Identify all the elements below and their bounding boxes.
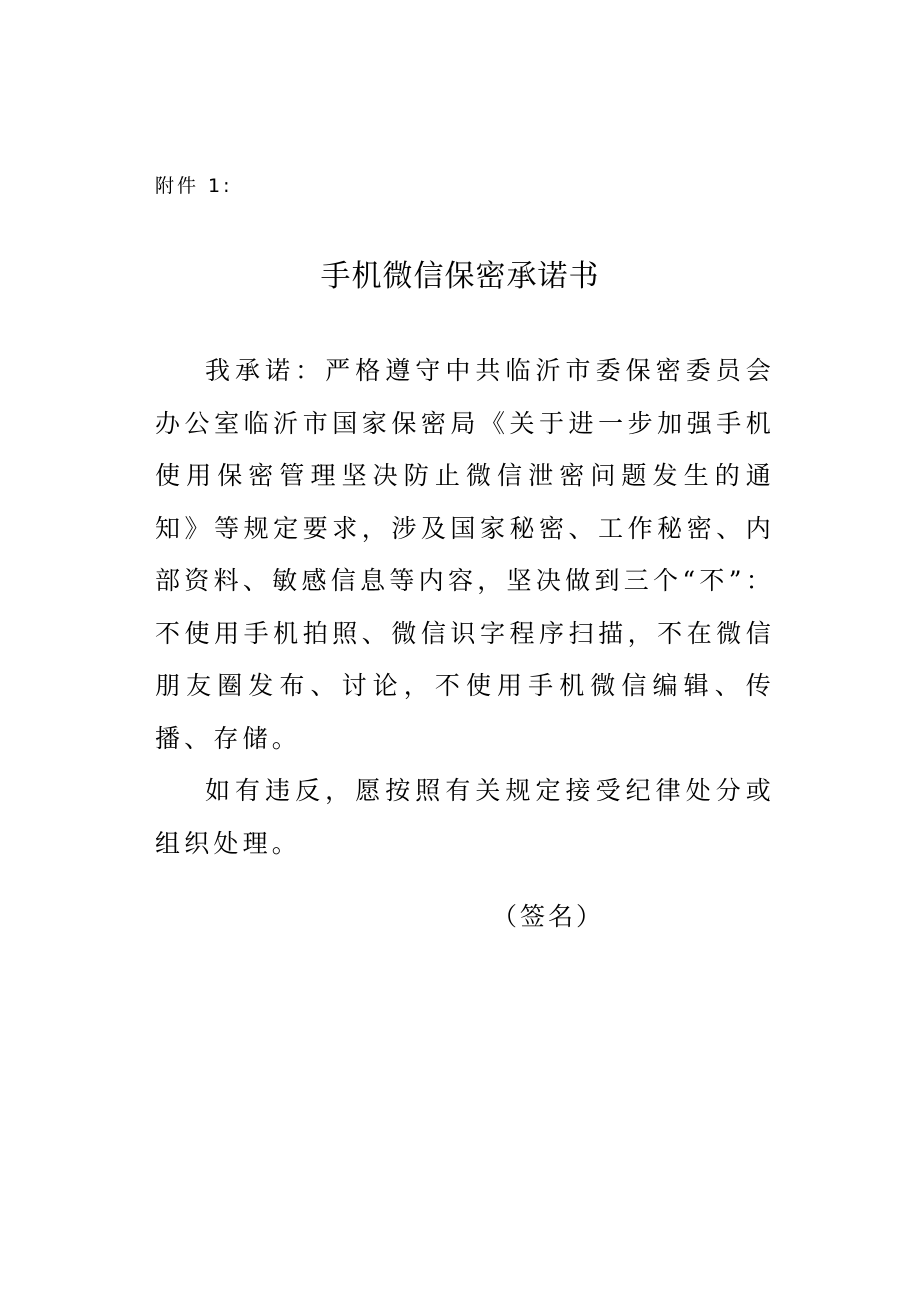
- commitment-paragraph: 我承诺：严格遵守中共临沂市委保密委员会办公室临沂市国家保密局《关于进一步加强手机使用保密管理坚决防止微信泄密问题发生的通知》等规定要求，涉及国家秘密、工作秘密、内部资料、敏感信息等内容，坚决做到三个“不”：不使用手机拍照、微信识字程序扫描，不在微信朋友圈发布、讨论，不使用手机微信编辑、传播、存储。: [155, 356, 775, 753]
- signature-label: （签名）: [492, 902, 605, 931]
- attachment-label: 附件 1:: [155, 175, 233, 197]
- document-title: 手机微信保密承诺书: [320, 259, 600, 294]
- violation-paragraph: 如有违反，愿按照有关规定接受纪律处分或组织处理。: [155, 776, 775, 858]
- document-body: [155, 345, 775, 870]
